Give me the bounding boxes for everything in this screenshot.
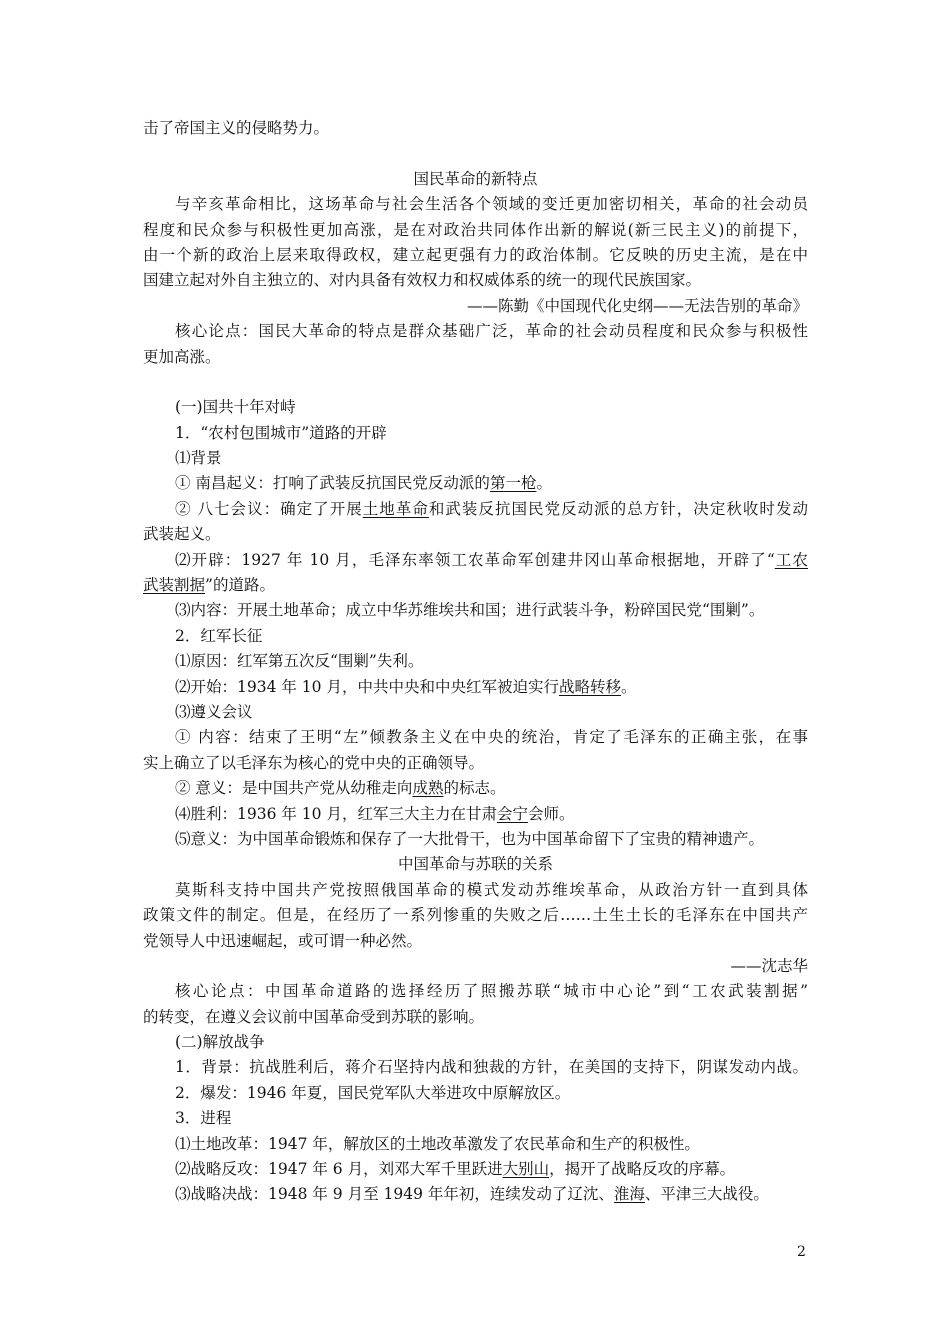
paragraph-line: ⑴土地改革：1947 年，解放区的土地改革激发了农民革命和生产的积极性。	[175, 1134, 700, 1153]
underlined-keyword: 第一枪	[489, 474, 537, 493]
underlined-keyword: 大别山	[502, 1160, 550, 1179]
item-heading: ⑶遵义会议	[175, 702, 253, 721]
underlined-keyword: 武装割据	[143, 576, 206, 595]
core-argument-line: 核心论点：国民大革命的特点是群众基础广泛，革命的社会动员程度和民众参与积极性	[175, 322, 808, 341]
underlined-keyword: 淮海	[613, 1185, 645, 1204]
paragraph-line: ⑶内容：开展土地革命；成立中华苏维埃共和国；进行武装斗争，粉碎国民党“围剿”。	[175, 601, 765, 620]
quote-source: ——陈勤《中国现代化史纲——无法告别的革命》	[466, 296, 808, 315]
paragraph-line: ⑵开辟：1927 年 10 月，毛泽东率领工农革命军创建井冈山革命根据地，开辟了“工农	[175, 550, 808, 569]
underlined-keyword: 战略转移	[558, 677, 621, 696]
paragraph-line: ① 内容：结束了王明“左”倾教条主义在中央的统治，肯定了毛泽东的正确主张，在事	[175, 728, 808, 747]
quote-line: 由一个新的政治上层来取得政权，建立起更强有力的政治体制。它反映的历史主流，是在中	[143, 245, 808, 264]
blank-line	[143, 141, 808, 166]
paragraph-line: ⑶战略决战：1948 年 9 月至 1949 年年初，连续发动了辽沈、淮海、平津三大战役。	[175, 1185, 769, 1204]
section-heading: (二)解放战争	[175, 1033, 265, 1052]
core-argument-line: 更加高涨。	[143, 347, 221, 366]
paragraph-line: 武装起义。	[143, 525, 221, 544]
page-number: 2	[797, 1244, 806, 1260]
subsection-heading: 2．红军长征	[175, 626, 263, 645]
paragraph-line: 武装割据”的道路。	[143, 576, 275, 595]
paragraph-line: ① 南昌起义：打响了武装反抗国民党反动派的第一枪。	[175, 474, 552, 493]
underlined-keyword: 工农	[774, 550, 808, 569]
underlined-keyword: 会宁	[496, 804, 528, 823]
subsection-heading: 3．进程	[175, 1109, 232, 1128]
quote-line: 与辛亥革命相比，这场革命与社会生活各个领域的变迁更加密切相关，革命的社会动员	[175, 195, 808, 214]
core-argument-line: 的转变，在遵义会议前中国革命受到苏联的影响。	[143, 1007, 485, 1026]
paragraph-line: ⑴原因：红军第五次反“围剿”失利。	[175, 652, 424, 671]
paragraph-line: 2．爆发：1946 年夏，国民党军队大举进攻中原解放区。	[175, 1083, 571, 1102]
paragraph-line: ⑵开始：1934 年 10 月，中共中央和中央红军被迫实行战略转移。	[175, 677, 637, 696]
paragraph-line: ⑷胜利：1936 年 10 月，红军三大主力在甘肃会宁会师。	[175, 804, 575, 823]
paragraph-line: ② 意义：是中国共产党从幼稚走向成熟的标志。	[175, 779, 506, 798]
quote-line: 莫斯科支持中国共产党按照俄国革命的模式发动苏维埃革命，从政治方针一直到具体	[175, 880, 808, 899]
core-argument-line: 核心论点：中国革命道路的选择经历了照搬苏联“城市中心论”到“工农武装割据”	[175, 982, 808, 1001]
paragraph-line: 实上确立了以毛泽东为核心的党中央的正确领导。	[143, 753, 485, 772]
paragraph-line: ⑸意义：为中国革命锻炼和保存了一大批骨干，也为中国革命留下了宝贵的精神遗产。	[175, 829, 765, 848]
blank-line	[143, 370, 808, 395]
paragraph-line: ② 八七会议：确定了开展土地革命和武装反抗国民党反动派的总方针，决定秋收时发动	[175, 499, 808, 518]
quote-line: 程度和民众参与积极性更加高涨，是在对政治共同体作出新的解说(新三民主义)的前提下，	[143, 220, 808, 239]
quote-source: ——沈志华	[730, 956, 808, 975]
section-heading: (一)国共十年对峙	[175, 398, 296, 417]
underlined-keyword: 成熟	[412, 779, 444, 798]
section-title: 中国革命与苏联的关系	[397, 855, 553, 874]
paragraph-line: 1．背景：抗战胜利后，蒋介石坚持内战和独裁的方针，在美国的支持下，阴谋发动内战。	[175, 1058, 808, 1077]
paragraph-line: ⑵战略反攻：1947 年 6 月，刘邓大军千里跃进大别山，揭开了战略反攻的序幕。	[175, 1160, 736, 1179]
quote-line: 国建立起对外自主独立的、对内具备有效权力和权威体系的统一的现代民族国家。	[143, 271, 702, 290]
section-title: 国民革命的新特点	[413, 169, 538, 188]
quote-line: 党领导人中迅速崛起，或可谓一种必然。	[143, 931, 423, 950]
paragraph-line: 击了帝国主义的侵略势力。	[143, 119, 330, 137]
item-heading: ⑴背景	[175, 449, 222, 468]
quote-line: 政策文件的制定。但是，在经历了一系列惨重的失败之后……土生土长的毛泽东在中国共产	[143, 906, 808, 925]
page-body	[143, 116, 808, 1208]
subsection-heading: 1．“农村包围城市”道路的开辟	[175, 423, 387, 442]
underlined-keyword: 土地革命	[362, 499, 429, 518]
